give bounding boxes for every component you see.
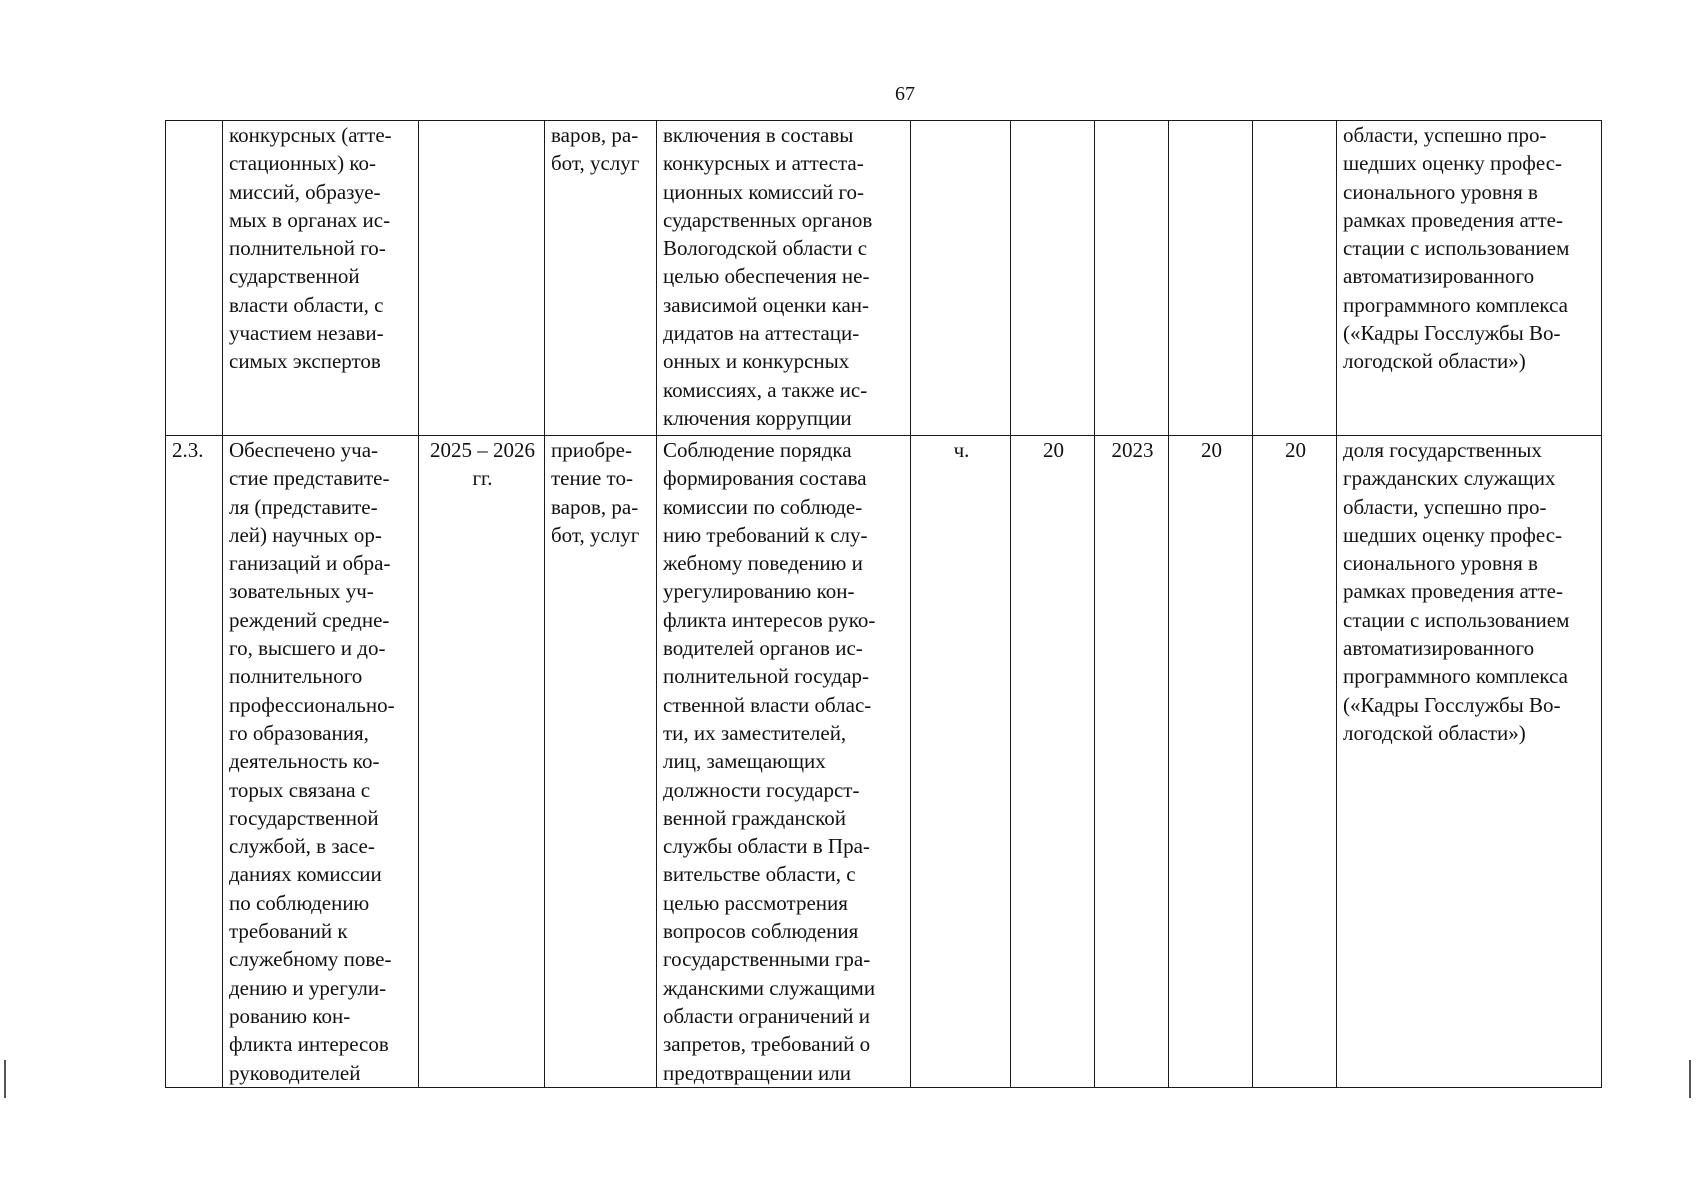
measures-table xyxy=(165,120,1602,1088)
table-row xyxy=(166,121,1602,436)
page-number: 67 xyxy=(895,83,915,105)
base-value-cell xyxy=(1011,121,1095,436)
value-2025-cell xyxy=(1169,121,1253,436)
description-cell: включения в составы конкурсных и аттеста- ционных комиссий го- сударственных органов Вологодской области с целью обеспечения не- зависимой оценки кан- дидатов на аттестаци- онных и конкурсных комиссиях, а также ис- ключения коррупции xyxy=(657,121,911,436)
unit-cell: ч. xyxy=(911,436,1011,1088)
value-2026-cell xyxy=(1253,121,1337,436)
period-cell: 2025 – 2026 гг. xyxy=(419,436,545,1088)
period-cell xyxy=(419,121,545,436)
description-cell: Соблюдение порядка формирования состава комиссии по соблюде- нию требований к слу- жебному поведению и урегулированию кон- фликта интересов руко- водителей органов ис- полнительной государ- ственной власти облас- ти, их заместителей, лиц, замещающих должности государст- венной гражданской службы области в Пра- вительстве области, с целью рассмотрения вопросов соблюдения государственными гра- жданскими служащими области ограничений и запретов, требований о предотвращении или xyxy=(657,436,911,1088)
base-value-cell: 20 xyxy=(1011,436,1095,1088)
indicator-cell: области, успешно про- шедших оценку профес- сионального уровня в рамках проведения атте- стации с использованием автоматизированного программного комплекса («Кадры Госслужбы Во- логодской области») xyxy=(1337,121,1602,436)
unit-cell xyxy=(911,121,1011,436)
base-year-cell: 2023 xyxy=(1095,436,1169,1088)
row-number-cell: 2.3. xyxy=(166,436,223,1088)
indicator-cell: доля государственных гражданских служащих области, успешно про- шедших оценку профес- сионального уровня в рамках проведения атте- стации с использованием автоматизированного программного комплекса («Кадры Госслужбы Во- логодской области») xyxy=(1337,436,1602,1088)
type-cell: варов, ра- бот, услуг xyxy=(545,121,657,436)
table-row xyxy=(166,436,1602,1088)
task-cell: Обеспечено уча- стие представите- ля (представите- лей) научных ор- ганизаций и обра- зовательных уч- реждений средне- го, высшего и до- полнительного профессионально- го образования, деятельность ко- торых связана с государственной службой, в засе- даниях комиссии по соблюдению требований к служебному пове- дению и урегули- рованию кон- фликта интересов руководителей xyxy=(223,436,419,1088)
value-2026-cell: 20 xyxy=(1253,436,1337,1088)
row-number-cell xyxy=(166,121,223,436)
right-edge-mark xyxy=(1689,1060,1691,1098)
task-cell: конкурсных (атте- стационных) ко- миссий, образуе- мых в органах ис- полнительной го- сударственной власти области, с участием незави- симых экспертов xyxy=(223,121,419,436)
base-year-cell xyxy=(1095,121,1169,436)
type-cell: приобре- тение то- варов, ра- бот, услуг xyxy=(545,436,657,1088)
value-2025-cell: 20 xyxy=(1169,436,1253,1088)
left-edge-mark xyxy=(4,1060,6,1098)
